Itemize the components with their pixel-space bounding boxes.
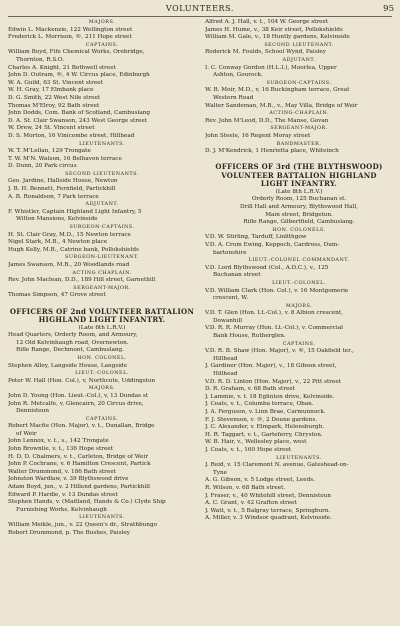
entry-line: John Dodds, Com. Bank of Scotland, Cambuslang [8, 110, 151, 117]
entry-line: Edward P. Hardie, v. 13 Dundas street [8, 491, 118, 498]
entry-line: F. Whistler, Captain Highland Light Infantry, 5 [8, 208, 142, 215]
entry-line: J. Lammie, v. t. 18 Eglinton drive, Kelvinside. [205, 393, 335, 400]
rank-heading: ADJUTANT. [85, 201, 119, 208]
entry-line: J. A. Ferguson, v. Linn Brae, Carmunnock. [205, 409, 326, 415]
section-heading: HIGHLAND LIGHT INFANTRY. [38, 316, 166, 325]
entry-continuation: Dennistoun [16, 408, 50, 415]
entry-continuation: Furnishing Works, Kelvinhaugh [16, 506, 107, 513]
entry-continuation: Ashton, Gourock. [213, 72, 263, 79]
rank-heading: LIEUTENANTS. [276, 454, 322, 461]
left-column [8, 19, 196, 623]
entry-continuation: Tyne [213, 469, 228, 476]
rank-heading: SECOND LIEUTENANT. [264, 41, 334, 48]
spacer [8, 300, 196, 308]
entry-line: H. R. Taggart, v. t., Garteferry, Chryston. [205, 431, 323, 438]
entry-line: John P. Cochrane, v. 6 Hamilton Crescent, Partick [8, 461, 151, 468]
rank-heading: HON. COLONELS. [272, 226, 326, 233]
entry-line: V.D. A. Crum Ewing, Keppoch, Cardross, Dum- [205, 241, 340, 248]
entry-line: James H. Hume, v., 38 Keir street, Pollokshields [205, 26, 343, 33]
entry-line: John D. Young (Hon. Lieut.-Col.), v, 13 Dundas st [8, 392, 149, 399]
entry-line: Charles A. Knight, 21 Bothwell street [8, 64, 116, 71]
entry-line: A. B. Ronaldson, 7 Park terrace [8, 193, 99, 200]
entry-line: V.D. R. R. Murray (Hon. Lt.-Col.), v. Commercial [205, 325, 343, 332]
section-heading: OFFICERS OF 3rd (THE BLYTHSWOOD) [215, 163, 383, 172]
entry-continuation: Rifle Range, Dechmont, Cambuslang. [16, 347, 124, 354]
entry-line: D. R. Graham, v. 68 Bath street [205, 386, 296, 393]
entry-line: J. B. H. Bennett, Fernfield, Partickhill [8, 186, 116, 193]
entry-line: V.D. Lord Blythswood (Col., A.D.C.), v., 125 [205, 264, 329, 271]
entry-line: Thomas Simpson, 47 Grove street [8, 292, 106, 299]
entry-line: J. Fraser, v., 40 Whitehill street, Dennistoun [205, 492, 331, 499]
entry-line: William Boyd, Fife Chemical Works, Orebridge, [8, 49, 145, 56]
entry-line: Roderick M. Foulds, School Wynd, Paisley [205, 49, 327, 56]
section-heading: VOLUNTEER BATTALION HIGHLAND [221, 171, 377, 180]
section-subline: Orderly Room, 125 Buchanan st. [251, 196, 347, 203]
entry-line: Stephen Hands, v. (Maitland, Hands & Co.) Clyde Ship [8, 499, 166, 506]
rank-heading: LIEUT.-COLONEL. [75, 370, 129, 377]
entry-line: H. St. Clair Gray, M.D., 15 Newton terrace [8, 231, 131, 238]
entry-line: I. C. Conway Gordon (H.L.I.), Moorlea, Upper [205, 64, 337, 71]
entry-line: W. H. Gray, 17 Elmbank place [8, 87, 94, 94]
entry-line: D. J. M'Kendrick, 1 Henrietta place, Whiteinch [205, 148, 339, 155]
rank-heading: SERGEANT-MAJOR. [270, 125, 328, 132]
right-column [205, 19, 393, 623]
entry-line: J. Gardiner (Hon. Major), v., 18 Gibson street, [205, 363, 337, 370]
entry-line: V.D. W. Stirling, Tarduff, Linlithgow [205, 234, 307, 241]
entry-line: W. Drew, 24 St. Vincent street [8, 125, 95, 132]
entry-continuation: Hillhead [213, 371, 238, 378]
entry-line: J. Watt, v. t., 5 Balgray terrace, Springburn. [205, 507, 331, 514]
entry-line: Peter W. Hall (Hon. Col.), v, Northcote, Uddingston [8, 377, 156, 384]
rank-heading: MAJORS. [285, 302, 313, 309]
entry-continuation: Western Road [213, 94, 254, 101]
entry-continuation: Hillhead [213, 355, 238, 362]
entry-line: V.D. William Clark (Hon. Col.), v. 16 Montgomerie [205, 287, 349, 294]
entry-line: H. D. D. Chalmers, v. t., Carleton, Bridge of Weir [8, 453, 149, 460]
entry-line: Robert Macfie (Hon. Major), v. t., Dunallan, Bridge [8, 423, 155, 430]
entry-line: V.D. R. B. Shaw (Hon. Major), v. ®, 15 Oakfield ter., [205, 348, 354, 355]
entry-line: John Lennox, v. t., s., 142 Trongate [8, 438, 109, 445]
header-rule [8, 16, 392, 17]
entry-line: Johnston Wardlaw, v. 39 Blythswood drive [8, 476, 129, 483]
rank-heading: CAPTAINS. [282, 340, 316, 347]
section-heading: OFFICERS OF 2nd VOLUNTEER BATTALION [9, 307, 195, 316]
entry-line: Robert Drummond, p. The Bushes, Paisley [8, 529, 130, 536]
spacer [205, 156, 393, 164]
entry-continuation: Thornton, R.S.O. [16, 56, 64, 63]
section-subline: Rifle Range, Gilbertfield, Cambuslang. [243, 219, 355, 226]
entry-line: W. B. Moir, M.D., v, 16 Buckingham terrace, Great [205, 87, 350, 94]
entry-line: A. G. Gibson, v. 5 Lodge street, Leeds. [205, 477, 315, 484]
rank-heading: ADJUTANT. [282, 56, 316, 63]
entry-line: Rev. John Maclean, D.D., 189 Hill street, Garnethill [8, 277, 156, 284]
entry-line: Walter Drummond, v. 186 Bath street [8, 468, 116, 475]
entry-continuation: Wilton Mansions, Kelvinside [16, 216, 98, 223]
entry-continuation: Buchanan street [213, 272, 261, 279]
entry-line: A. C. Grant, v. 42 Grafton street [205, 500, 297, 507]
entry-line: William M. Gale, v., 18 Huntly gardens, Kelvinside [205, 34, 350, 41]
entry-line: J. Coats, v. t., 160 Hope street [205, 446, 292, 453]
rank-heading: ACTING-CHAPLAIN. [269, 110, 329, 117]
rank-heading: SERGEANT-MAJOR. [73, 284, 131, 291]
entry-line: J. Reid, v. 15 Claremont N. avenue, Gateshead-on- [205, 462, 349, 469]
entry-line: D. G. Smith, 22 West Nile street [8, 94, 101, 101]
page-number: 95 [383, 4, 394, 14]
entry-line: R. Wilson, v. 68 Bath street. [205, 484, 286, 491]
entry-line: Adam Boyd, jun., v. 2 Hillend gardens, Partickhill [8, 484, 150, 491]
entry-line: D. A. St. Clair Swanson, 243 West George street [8, 117, 148, 124]
entry-continuation: bartonshire [213, 249, 247, 256]
rank-heading: SURGEON-CAPTAINS. [266, 79, 332, 86]
entry-line: Rev. John M'Leod, D.D., The Manse, Govan [205, 117, 329, 124]
rank-heading: LIEUTENANTS. [79, 514, 125, 521]
rank-heading: CAPTAINS. [85, 415, 119, 422]
entry-line: A. Miller, v. 3 Windsor quadrant, Kelvinside. [205, 515, 332, 522]
entry-continuation: 12 Old Kelvinhaugh road, Overnewton. [16, 339, 129, 346]
entry-line: John Steele, 16 Regent Moray street [205, 132, 311, 139]
entry-line: Alfred A. J. Hall, v. t., 104 W. George street [205, 19, 329, 25]
entry-line: Nigel Stark, M.B., 4 Newton place [8, 239, 108, 246]
entry-line: D. S. Morton, 16 Vinicombe street, Hillhead [8, 132, 135, 139]
rank-heading: LIEUT.-COLONEL COMMANDANT. [248, 257, 350, 264]
entry-line: J. Coats, v. t., Columba terrace, Oban. [205, 401, 314, 408]
entry-line: Walter Sandeman, M.B., v., May Villa, Bridge of Weir [205, 102, 358, 109]
rank-heading: HON. COLONEL. [77, 354, 127, 361]
rank-heading: MAJORS. [88, 385, 116, 392]
rank-heading: SURGEON-CAPTAINS. [69, 224, 135, 231]
entry-line: John R. Metcalfe, v, Glencairn, 20 Circus drive, [8, 400, 144, 407]
running-title: VOLUNTEERS. [165, 4, 235, 13]
entry-continuation: Bank House, Rutherglen. [213, 333, 286, 340]
entry-line: T. W. M'N. Watson, 16 Belhaven terrace [8, 155, 122, 162]
entry-line: D. Dunn, 20 Park circus [8, 163, 77, 170]
section-subline: (Late 8th L.R.V.) [275, 188, 323, 195]
entry-continuation: of Weir [16, 430, 37, 437]
section-subline: Main street, Bridgeton. [265, 211, 333, 218]
entry-line: W. T. M'Lellan, 129 Trongate [8, 148, 91, 155]
rank-heading: ACTING CHAPLAIN. [72, 269, 132, 276]
rank-heading: SURGEON-LIEUTENANT. [65, 254, 139, 261]
entry-line: John D. Outram, ®, 4 W. Circus place, Edinburgh [8, 72, 150, 79]
entry-line: W. B. Hair, v., Wellesley place, west [205, 439, 307, 446]
entry-line: James Swanson, M.B., 20 Woodlands road [8, 262, 130, 268]
entry-line: Edwin L. Mackenzie, 122 Wellington street [8, 26, 133, 33]
rank-heading: LIEUTENANTS. [79, 140, 125, 147]
entry-line: John Brownlie, v. t., 136 Hope street [8, 446, 113, 453]
entry-line: William Meikle, jun., v. 22 Queen's dr., Strathbungo [8, 522, 158, 528]
entry-line: Head Quarters, Orderly Room, and Armoury, [8, 332, 138, 339]
rank-heading: MAJORS. [88, 19, 116, 25]
section-subline: Drill Hall and Armoury, Blythswood Hall, [240, 203, 358, 210]
rank-heading: LIEUT.-COLONEL. [272, 279, 326, 286]
running-head [0, 4, 400, 16]
entry-line: Frederick L. Morrison, ®, 211 Hope street [8, 34, 132, 41]
section-heading: LIGHT INFANTRY. [260, 180, 338, 189]
entry-line: Geo. Jardine, Hallside House, Newton [8, 178, 118, 185]
entry-continuation: crescent, W. [213, 295, 248, 302]
entry-line: V.D. T. Glen (Hon. Lt.-Col.), v. 8 Albion crescent, [205, 310, 343, 317]
entry-continuation: Dowanhill [213, 317, 243, 324]
entry-line: V.D. R. D. Linton (Hon. Major), v., 22 Pitt street [205, 378, 342, 385]
entry-line: Hugh Kelly, M.B., Catrine bank, Pollokshields [8, 246, 139, 253]
entry-line: W. A. Guild, 63 St. Vincent street [8, 79, 103, 86]
rank-heading: SECOND LIEUTENANTS. [65, 170, 139, 177]
entry-line: Stephen Alley, Langside House, Langside [8, 362, 128, 369]
rank-heading: CAPTAINS. [85, 41, 119, 48]
section-subline: (Late 6th L.R.V.) [78, 324, 126, 331]
entry-line: F. J. Stevenson, v. ®, 2 Doune gardens. [205, 416, 318, 423]
rank-heading: BANDMASTER. [276, 140, 322, 147]
entry-line: Thomas M'Elroy, 92 Bath street [8, 102, 100, 109]
entry-line: J. C. Alexander, v. Elmpark, Helensburgh. [205, 424, 325, 431]
